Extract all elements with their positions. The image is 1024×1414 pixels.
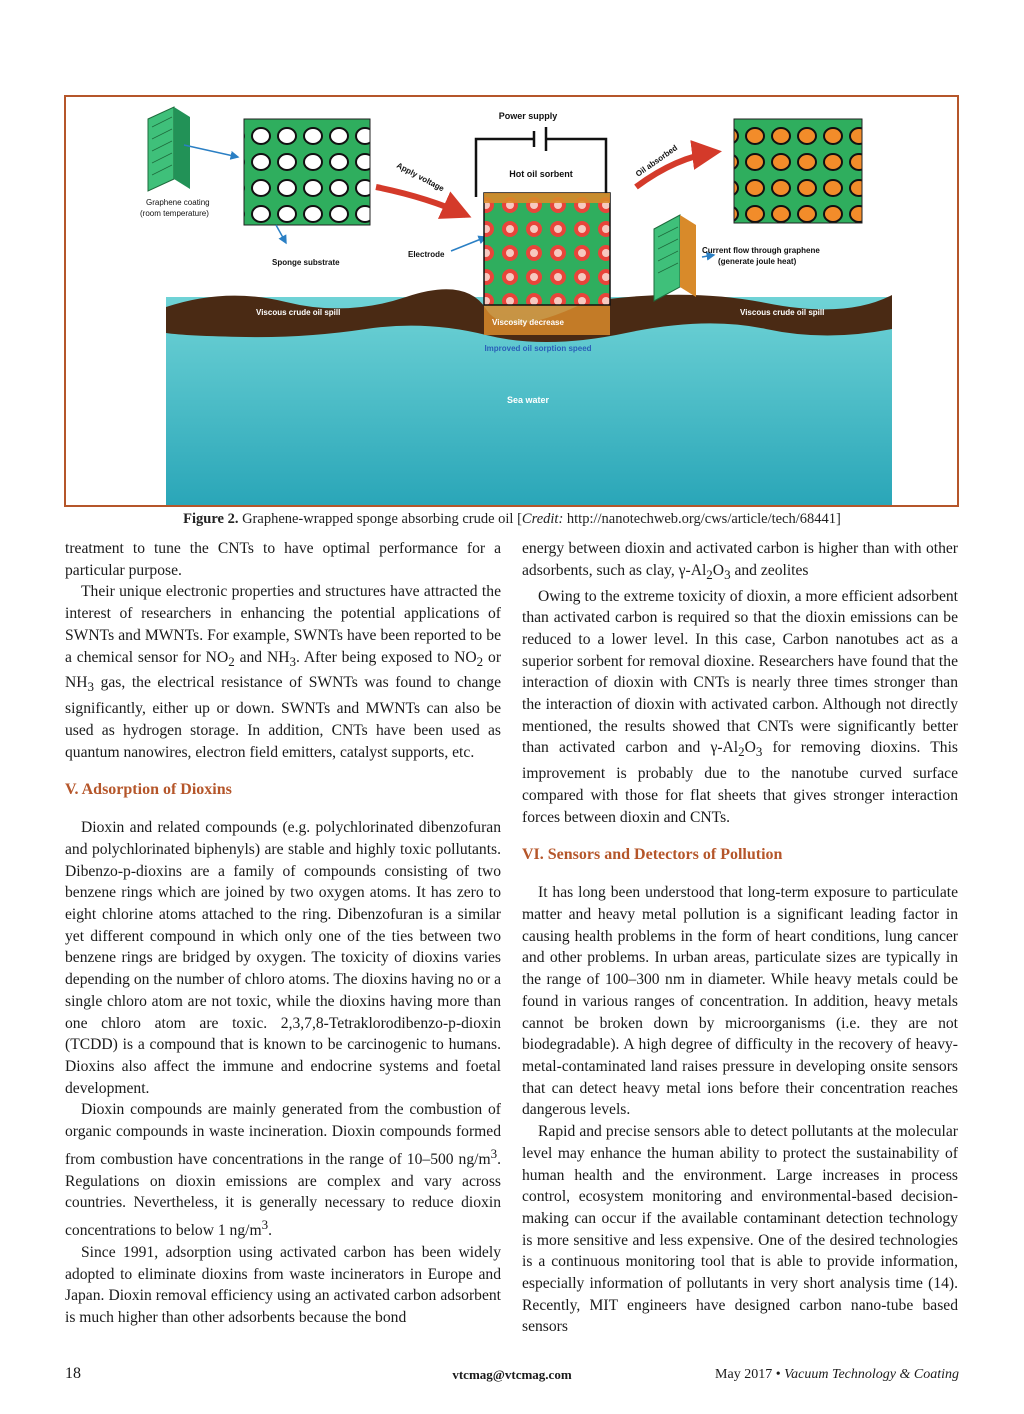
footer-date: May 2017 bbox=[715, 1367, 773, 1382]
label-graphene-coating: Graphene coating bbox=[146, 198, 210, 207]
footer-email: vtcmag@vtcmag.com bbox=[452, 1367, 572, 1382]
graphene-block bbox=[148, 107, 174, 191]
label-oil-absorbed: Oil absorbed bbox=[633, 143, 680, 179]
section-heading: V. Adsorption of Dioxins bbox=[65, 781, 232, 799]
footer-journal: Vacuum Technology & Coating bbox=[784, 1367, 959, 1382]
label-room-temperature: (room temperature) bbox=[140, 209, 209, 218]
label-power-supply: Power supply bbox=[498, 111, 558, 121]
paragraph: Their unique electronic properties and structures have attracted the interest of researchers in enhancing the potential applications of SWNTs and MWNTs. For example, SWNTs have been reported to be a chemical sensor for $NO_2$ and $NH_3$. After being exposed to $NO_2$ or $NH_3$ gas, the electrical resistance of SWNTs was found to change significantly, either up or down. SWNTs and MWNTs can also be used as hydrogen storage. In addition, CNTs have been used as quantum nanowires, electron field emitters, catalyst supports, etc. bbox=[65, 583, 502, 761]
label-viscous-left: Viscous crude oil spill bbox=[256, 308, 341, 317]
label-improved-speed: Improved oil sorption speed bbox=[484, 344, 592, 353]
label-hot-oil-sorbent: Hot oil sorbent bbox=[509, 169, 573, 179]
label-joule-heat: (generate joule heat) bbox=[718, 257, 797, 266]
hot-sponge bbox=[484, 193, 610, 305]
figure-caption bbox=[0, 511, 1024, 528]
oil-filled-sponge-zoom bbox=[734, 119, 862, 223]
sponge-zoom bbox=[244, 119, 370, 225]
paragraph: Since 1991, adsorption using activated carbon has been widely adopted to eliminate dioxins from waste incinerators in Europe and Japan. Dioxin removal efficiency using an activated carbon adsorbent is much higher than other adsorbents because the bond bbox=[65, 1243, 501, 1327]
label-electrode: Electrode bbox=[408, 250, 445, 259]
label-current-flow: Current flow through graphene bbox=[702, 246, 820, 255]
paragraph: Dioxin compounds are mainly generated from the combustion of organic compounds in waste incineration. Dioxin compounds formed from combustion have concentrations in the range of 10–500 $ng/m^3$. Regulations on dioxin emissions are complex and vary across countries. Nevertheless, it is generally necessary to reduce dioxin concentrations to below 1 $ng/m^3$. bbox=[65, 1101, 501, 1240]
paragraph: It has long been understood that long-term exposure to particulate matter and heavy metal pollution is a significant leading factor in causing health problems in the form of heart conditions, lung cancer and other problems. In urban areas, particulate sizes are typically in the range of 100–300 nm in diameter. While heavy metals could be found in various ranges of concentration. In addition, heavy metals cannot be broken down by microorganisms (i.e. they are not biodegradable). A high degree of difficulty in the recovery of heavy-metal-contaminated land raises pressure in developing onsite sensors that can detect heavy metal ions before their concentration reaches dangerous levels. bbox=[522, 884, 958, 1119]
footer-bullet: • bbox=[772, 1367, 785, 1382]
page-number: 18 bbox=[65, 1365, 81, 1382]
figure-2 bbox=[64, 95, 959, 507]
caption-credit-url: http://nanotechweb.org/cws/article/tech/68441] bbox=[563, 511, 841, 527]
figure-illustration bbox=[66, 97, 957, 505]
power-supply-circuit bbox=[476, 127, 606, 197]
label-sponge-substrate: Sponge substrate bbox=[272, 258, 340, 267]
caption-credit-label: Credit: bbox=[521, 511, 564, 527]
left-column bbox=[65, 538, 501, 1329]
paragraph: Dioxin and related compounds (e.g. polychlorinated dibenzofuran and polychlorinated biphenyls) are stable and highly toxic pollutants. Dibenzo-p-dioxins are a family of compounds consisting of two benzene rings which are joined by two oxygen atoms. It has zero to eight chlorine atoms attached to the ring. Dibenzofuran is a similar yet different compound in which only one of the ties between two benzene rings are bridged by oxygen. The toxicity of dioxins varies depending on the number of chloro atoms. The dioxins having no or a single chloro atom are not toxic, while the dioxins having more than one chloro atom are toxic. 2,3,7,8-Tetraklorodibenzo-p-dioxin (TCDD) is a compound that is known to be carcinogenic to humans. Dioxins also affect the immune and endocrine systems and foetal development. bbox=[65, 819, 501, 1097]
label-viscous-right: Viscous crude oil spill bbox=[740, 308, 825, 317]
paragraph: energy between dioxin and activated carbon is higher than with other adsorbents, such as clay, $\gamma-Al_2O_3$ and zeolites bbox=[522, 540, 958, 582]
label-sea-water: Sea water bbox=[506, 395, 550, 405]
label-viscosity-decrease: Viscosity decrease bbox=[492, 318, 564, 327]
paragraph: Owing to the extreme toxicity of dioxin, a more efficient adsorbent than activated carbon is required so that the dioxin emissions can be reduced to a lower level. In this case, Carbon nanotubes act as a superior sorbent for removal dioxine. Researchers have found that the interaction of dioxin with CNTs is nearly three times stronger than the interaction of dioxin with activated carbon. Although not directly mentioned, the results showed that CNTs were significantly better than activated carbon and $\gamma-Al_2O_3$ for removing dioxins. This improvement is probably due to the nanotube curved surface compared with those for flat sheets that gives stronger interaction forces between dioxin and CNTs. bbox=[522, 587, 958, 826]
footer-publication bbox=[715, 1367, 959, 1383]
apply-voltage-arrow bbox=[376, 187, 466, 215]
label-apply-voltage: Apply voltage bbox=[395, 160, 446, 194]
paragraph: treatment to tune the CNTs to have optimal performance for a particular purpose. bbox=[65, 540, 501, 579]
paragraph: Rapid and precise sensors able to detect pollutants at the molecular level may enhance the human ability to protect the sustainability of human health and the environment. Large increases in process control, ecosystem monitoring and environmental-based decision-making can occur if the available contaminant detection technology is more sensitive and less expensive. One of the desired technologies is a continuous monitoring tool that is able to provide information, especially information of pollutants in very short analysis time (14). Recently, MIT engineers have designed carbon nano-tube based sensors bbox=[522, 1123, 958, 1336]
caption-label: Figure 2. bbox=[183, 511, 239, 527]
right-column bbox=[522, 538, 958, 1338]
caption-text: Graphene-wrapped sponge absorbing crude oil [ bbox=[238, 511, 522, 527]
section-heading: VI. Sensors and Detectors of Pollution bbox=[522, 846, 783, 864]
